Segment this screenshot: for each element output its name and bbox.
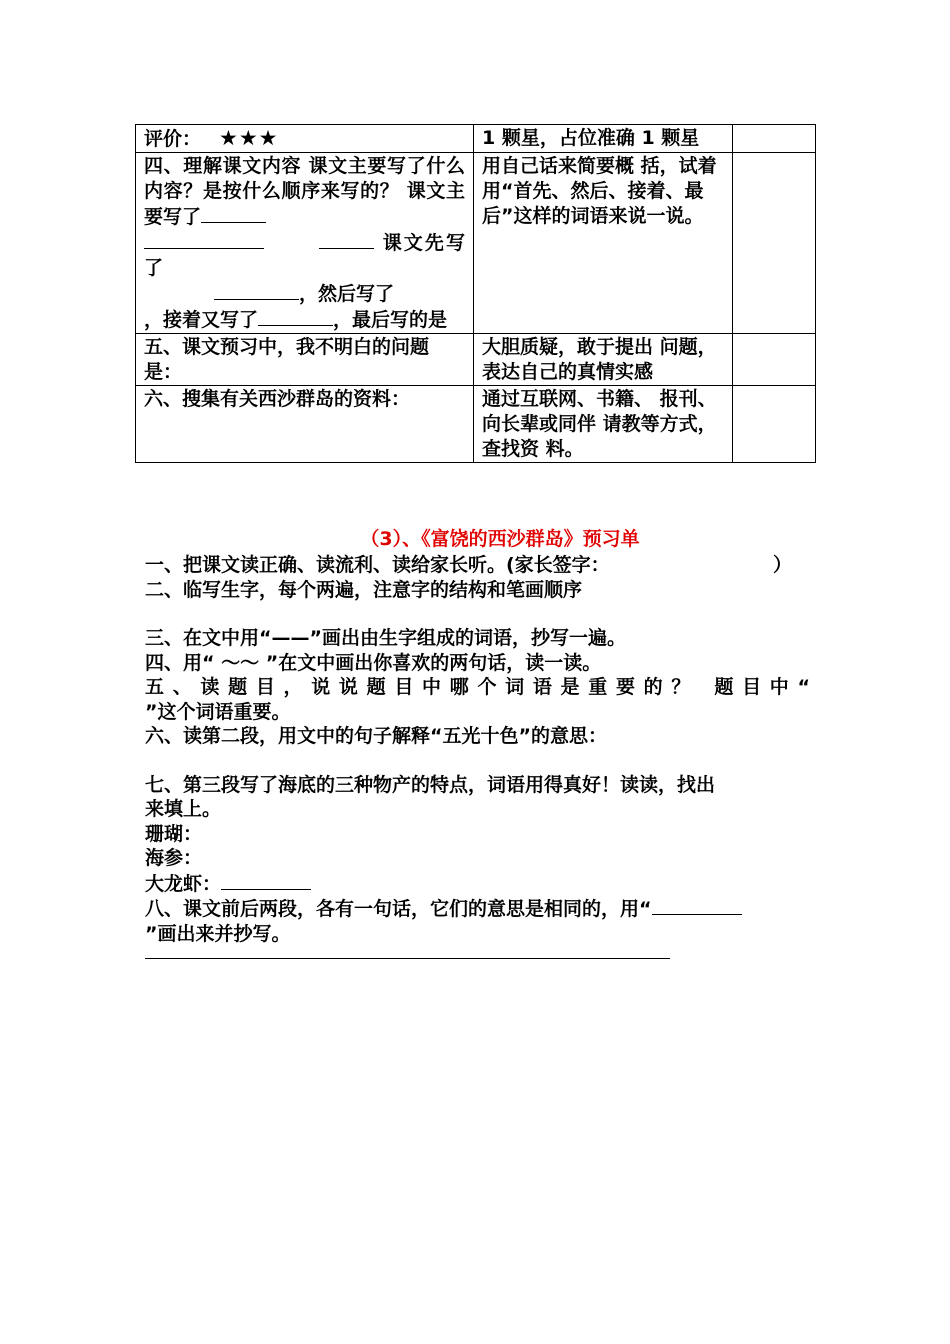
list-item	[145, 871, 810, 897]
blank-line	[221, 871, 311, 890]
table-cell	[136, 153, 474, 334]
list-item: 四、用“ ～～ ”在文中画出你喜欢的两句话，读一读。	[145, 651, 602, 674]
blank-line	[258, 307, 333, 326]
list-item: 五、读题目，说说题目中哪个词语是重要的？ 题目中“	[145, 676, 810, 698]
table-cell	[733, 125, 816, 153]
list-item	[145, 896, 810, 922]
list-item: 二、临写生字，每个两遍，注意字的结构和笔画顺序	[145, 578, 583, 601]
cell-text: ，接着又写了	[144, 309, 259, 331]
list-item: ”画出来并抄写。	[145, 922, 291, 945]
list-item: 三、在文中用“——”画出由生字组成的词语，抄写一遍。	[145, 627, 626, 649]
question-text: 八、课文前后两段，各有一句话，它们的意思是相同的，用“	[145, 898, 652, 920]
answer-line	[145, 946, 670, 959]
cell-text: ，最后写的是	[333, 309, 448, 331]
table-cell: 五、课文预习中，我不明白的问题是：	[136, 334, 474, 386]
cell-text: 课文先写了	[144, 232, 465, 279]
blank-line	[652, 896, 742, 915]
table-row	[136, 334, 816, 386]
list-item: 七、第三段写了海底的三种物产的特点，词语用得真好！读读，找出	[145, 773, 716, 796]
question-list	[145, 553, 810, 959]
evaluation-label: 评价：	[144, 128, 202, 150]
blank-line	[214, 281, 299, 300]
list-item: 六、读第二段，用文中的句子解释“五光十色”的意思：	[145, 725, 607, 747]
table-row	[136, 125, 816, 153]
table-cell	[136, 125, 474, 153]
list-item: 来填上。	[145, 798, 222, 820]
question-text: ）	[772, 554, 792, 576]
table-cell: 六、搜集有关西沙群岛的资料：	[136, 386, 474, 463]
question-text: 一、把课文读正确、读流利、读给家长听。(家长签字：	[145, 554, 610, 576]
list-item: 海参：	[145, 847, 203, 869]
table-cell	[733, 334, 816, 386]
table-cell: 通过互联网、书籍、 报刊、向长辈或同伴 请教等方式，查找资 料。	[474, 386, 733, 463]
blank-line	[319, 230, 374, 249]
list-item	[145, 553, 810, 578]
table-cell	[733, 386, 816, 463]
blank-line	[201, 204, 266, 223]
cell-text: 四、理解课文内容 课文主要写了什么内容？是按什么顺序来写的？ 课文主要写了	[144, 155, 465, 228]
question-text: 大龙虾：	[145, 872, 222, 895]
cell-text: ，然后写了	[299, 283, 395, 305]
table-row	[136, 153, 816, 334]
list-item: ”这个词语重要。	[145, 700, 291, 723]
table-row	[136, 386, 816, 463]
table-cell: 1 颗星，占位准确 1 颗星	[474, 125, 733, 153]
table-cell: 用自己话来简要概 括，试着用“首先、然后、接着、最后”这样的词语来说一说。	[474, 153, 733, 334]
table-cell	[733, 153, 816, 334]
blank-line	[144, 230, 264, 249]
star-rating: ★★★	[219, 126, 279, 150]
list-item: 珊瑚：	[145, 822, 203, 845]
preview-table	[135, 124, 816, 463]
worksheet-title: （3）、《富饶的西沙群岛》预习单	[360, 528, 640, 550]
table-cell: 大胆质疑，敢于提出 问题，表达自己的真情实感	[474, 334, 733, 386]
